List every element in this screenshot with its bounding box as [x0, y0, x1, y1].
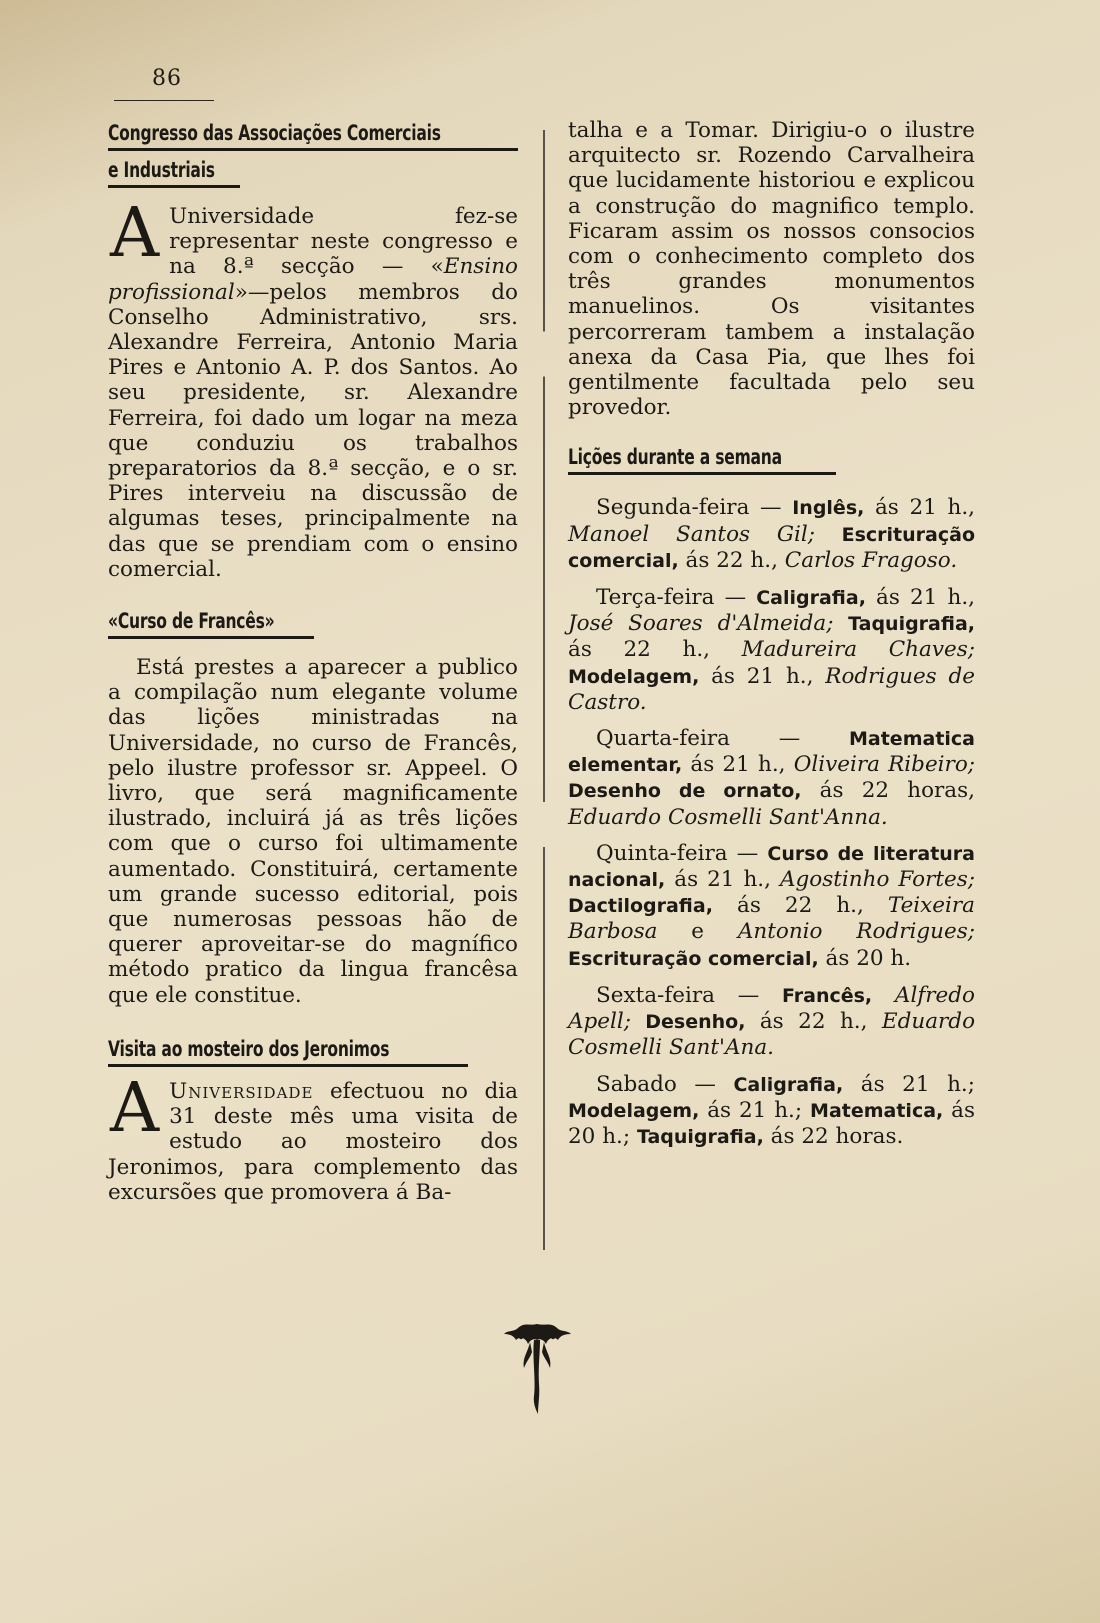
schedule-wednesday: Quarta-feira — Matematica elementar, ás 21 h., Oliveira Ribeiro; Desenho de ornato, ás 22 horas, Eduardo Cosmelli Sant'Anna.	[568, 726, 976, 830]
title-rule	[108, 636, 314, 639]
title-rule	[108, 148, 518, 151]
article-body: Está prestes a aparecer a publico a compilação num elegante volume das lições ministradas na Universidade, no curso de Francês, pelo ilustre professor sr. Appeel. O livro, que será magnificamente ilustrado, incluirá já as três lições com que o curso foi ultimamente aumentado. Constituirá, certamente um grande sucesso editorial, pois que numerosas pessoas hão de querer aproveitar-se do magnífico método pratico da lingua francêsa que ele constitue.	[108, 655, 518, 1008]
article-title: Visita ao mosteiro dos Jeronimos	[108, 1036, 390, 1061]
article-body-continued: talha e a Tomar. Dirigiu-o o ilustre arquitecto sr. Rozendo Carvalheira que lucidamente historiou e explicou a construção do magnifico templo. Ficaram assim os nossos consocios com o conhecimento completo dos três grandes monumentos manuelinos. Os visitantes percorreram tambem a instalação anexa da Casa Pia, que lhes foi gentilmente facultada pelo seu provedor.	[568, 118, 975, 421]
article-licoes	[568, 442, 975, 1150]
drop-cap: A	[110, 1068, 160, 1148]
schedule-thursday: Quinta-feira — Curso de literatura nacional, ás 21 h., Agostinho Fortes; Dactilografia, ás 22 h., Teixeira Barbosa e Antonio Rodrigues; Escrituração comercial, ás 20 h.	[568, 840, 975, 971]
left-column	[108, 118, 518, 1205]
page-number-rule	[114, 100, 214, 101]
schedule-saturday: Sabado — Caligrafia, ás 21 h.; Modelagem, ás 21 h.; Matematica, ás 20 h.; Taquigrafia, ás 22 horas.	[568, 1071, 975, 1149]
title-rule	[568, 472, 836, 475]
article-body: A Universidade efectuou no dia 31 deste mês uma visita de estudo ao mosteiro dos Jeronimos, para complemento das excursões que promovera á Ba-	[108, 1068, 518, 1205]
article-title-line1: Congresso das Associações Comerciais	[108, 121, 441, 145]
title-rule	[108, 1064, 468, 1067]
article-title: «Curso de Francês»	[108, 609, 275, 634]
schedule-friday: Sexta-feira — Francês, Alfredo Apell; Desenho, ás 22 h., Eduardo Cosmelli Sant'Ana.	[568, 982, 976, 1061]
article-title: Lições durante a semana	[568, 445, 782, 470]
ornament-icon	[500, 1318, 575, 1418]
column-divider	[543, 130, 545, 1250]
article-visita	[108, 1034, 518, 1205]
drop-cap: A	[110, 194, 160, 273]
article-title-line2: e Industriais	[108, 158, 215, 182]
article-curso	[108, 606, 518, 1008]
title-rule	[108, 185, 240, 188]
right-column	[568, 118, 975, 1161]
article-body: A Universidade fez-se representar neste congresso e na 8.ª secção — «Ensino profissional»—pelos membros do Conselho Administrativo, srs. Alexandre Ferreira, Antonio Maria Pires e Antonio A. P. dos Santos. Ao seu presidente, sr. Alexandre Ferreira, foi dado um logar na meza que conduziu os trabalhos preparatorios da 8.ª secção, e o sr. Pires interveiu na discussão de algumas teses, principalmente na das que se prendiam com o ensino comercial.	[108, 194, 518, 582]
schedule-monday: Segunda-feira — Inglês, ás 21 h., Manoel Santos Gil; Escrituração comercial, ás 22 h., Carlos Fragoso.	[568, 495, 975, 573]
page-number: 86	[152, 66, 182, 91]
schedule-tuesday: Terça-feira — Caligrafia, ás 21 h., José Soares d'Almeida; Taquigrafia, ás 22 h., Madureira Chaves; Modelagem, ás 21 h., Rodrigues de Castro.	[568, 585, 975, 715]
article-congresso	[108, 118, 518, 582]
